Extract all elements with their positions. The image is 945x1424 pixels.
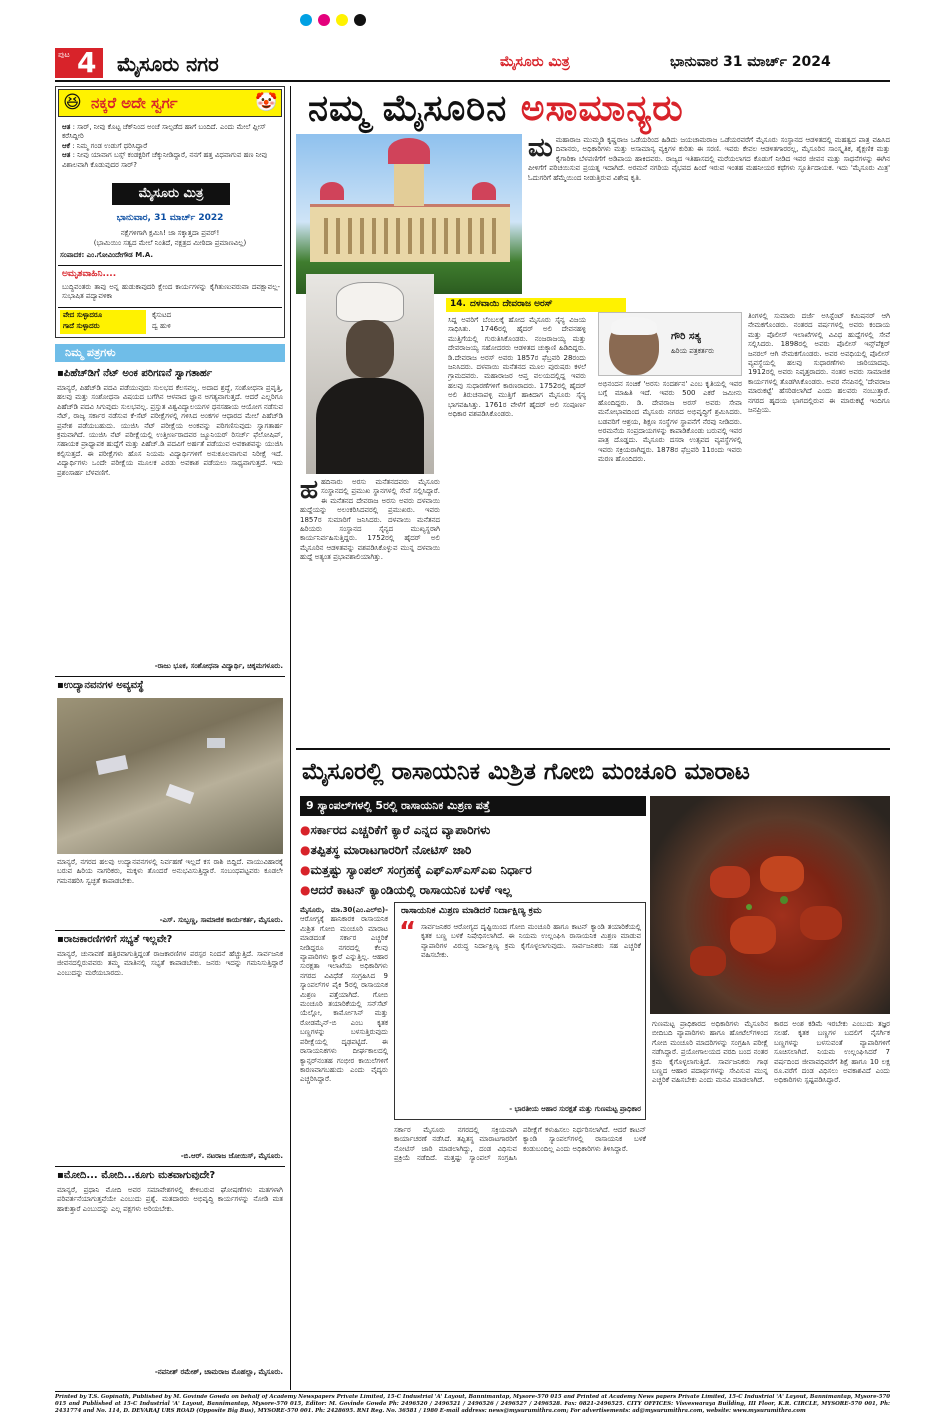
feature-col-c: ಅಭಿನಂದನ ಸಂಚಿಕೆ 'ಅರಸು ಸಂದರ್ಶನ' ಎಂಬ ಕೃತಿಯಲ್ಲಿ ಇವರ ಬಗ್ಗೆ ಮಾಹಿತಿ ಇದೆ. ಇವರು 500 ಎಕರೆ ಜಮೀನು ಹೊಂದಿದ್ದರು. ಡಿ. ದೇವರಾಜ ಅರಸ್ ಅವರು ಸೇವಾ ಮನೋಭಾವದಿಂದ ಮೈಸೂರು ನಗರದ ಅಭಿವೃದ್ಧಿಗೆ ಶ್ರಮಿಸಿದರು. ಬಡವರಿಗೆ ಆಶ್ರಯ, ಶಿಕ್ಷಣ ಸಂಸ್ಥೆಗಳ ಸ್ಥಾಪನೆಗೆ ನೆರವು ನೀಡಿದರು. ಅರಮನೆಯ ಸಂಪ್ರದಾಯಗಳನ್ನು ಕಾಪಾಡಿಕೊಂಡು ಬರುವಲ್ಲಿ ಇವರ ಪಾತ್ರ ದೊಡ್ಡದು. ಮೈಸೂರು ದಸರಾ ಉತ್ಸವದ ವ್ಯವಸ್ಥೆಗಳಲ್ಲಿ ಇವರು ಸಕ್ರಿಯರಾಗಿದ್ದರು. 1878ರ ಫೆಬ್ರವರಿ 11ರಂದು ಇವರು ಮರಣ ಹೊಂದಿದರು.	[598, 380, 742, 464]
dialogue-line: ಆತ : ನೀವು ಯಾವಾಗ ಬಸ್ಸ್ ಕಂಡಕ್ಟರಿಗೆ ಚೆಕ್ಕುನೀಡಿದ್ದಾರೆ, ನನಗೆ ಹತ್ತ ವಿಧವಾಗುವ ಹಣ ನೀವು ವಿಶಾಲವಾಗಿ ಕೊಡುವುದರ ಸಾರ್?	[62, 151, 268, 169]
dialogue-line: ಆತ : ಸಾರ್, ನೀವು ಕೊಟ್ಟ ಚೆಕ್‌ನಿಂದ ಅಂಚೆ ಸಾಲ್ಪಡೆದ ಹಾಗೆ ಬಂದಿದೆ. ಎಂದು ಮೇಲೆ ಪ್ಲೀಸ್ ಕರೆಸಿದ್ದೀರಿ	[62, 123, 266, 141]
bullet-list	[300, 820, 646, 900]
gobi-headline: ಮೈಸೂರಲ್ಲಿ ರಾಸಾಯನಿಕ ಮಿಶ್ರಿತ ಗೋಬಿ ಮಂಚೂರಿ ಮಾರಾಟ	[302, 759, 750, 785]
kicker-bar	[300, 796, 646, 816]
bullet-item: ●ಮತ್ತಷ್ಟು ಸ್ಯಾಂಪಲ್ ಸಂಗ್ರಹಕ್ಕೆ ಎಫ್‌ಎಸ್‌ಎಸ್‌ಎಐ ನಿರ್ಧಾರ	[300, 863, 532, 877]
gobi-piece	[800, 906, 842, 940]
letter-signoff: -ರಾಜು ಭೂಕ, ಸಂಶೋಧನಾ ವಿದ್ಯಾರ್ಥಿ, ಚಿಕ್ಕಮಗಳೂರು.	[154, 662, 283, 670]
nakkare-box	[55, 86, 285, 338]
palace-arches	[316, 218, 504, 254]
letter-body: ಮಾನ್ಯರೆ, ನಗರದ ಹಲವು ಉದ್ಯಾನವನಗಳಲ್ಲಿ ನಿರ್ವಹಣೆ ಇಲ್ಲದೆ ಕಸ ರಾಶಿ ಬಿದ್ದಿದೆ. ವಾಯುವಿಹಾರಕ್ಕೆ ಬರುವ ಹಿರಿಯ ನಾಗರಿಕರು, ಮಕ್ಕಳು ತೊಂದರೆ ಅನುಭವಿಸುತ್ತಿದ್ದಾರೆ. ಸಂಬಂಧಪಟ್ಟವರು ಕೂಡಲೇ ಗಮನಹರಿಸಿ ಸ್ವಚ್ಛತೆ ಕಾಪಾಡಬೇಕು.	[57, 858, 283, 885]
author-photo	[598, 312, 742, 376]
nakkare-dialogue	[62, 123, 280, 170]
mini-masthead: ಮೈಸೂರು ಮಿತ್ರ	[112, 183, 230, 205]
quote-mark: “	[399, 917, 417, 947]
subhead-title: ದಳವಾಯಿ ದೇವರಾಜ ಅರಸ್	[470, 299, 553, 309]
header-rule	[55, 80, 890, 82]
registration-dot-yellow	[336, 14, 348, 26]
feature-story	[296, 86, 890, 742]
registration-dot-black	[354, 14, 366, 26]
letter-title: ▪ಪಿಹೆಚ್‌ಡಿಗೆ ನೆಟ್ ಅಂಕ ಪರಿಗಣನೆ ಸ್ವಾಗತಾರ್ಹ	[57, 368, 213, 379]
letter-signoff: -ಎಸ್. ಸುಬ್ಬಣ್ಣ, ಸಾಮಾಜಿಕ ಕಾರ್ಯಕರ್ತ, ಮೈಸೂರು.	[159, 916, 283, 924]
divider	[55, 1166, 285, 1167]
column-rule	[290, 86, 291, 1390]
palace-dome	[472, 182, 496, 200]
litter-patch	[207, 738, 225, 748]
gobi-piece	[730, 916, 776, 954]
author-name: ಗೌರಿ ಸತ್ಯ	[671, 331, 701, 342]
nakkare-title: ನಕ್ಕರೆ ಅದೇ ಸ್ವರ್ಗ	[91, 94, 178, 112]
registration-dot-cyan	[300, 14, 312, 26]
jester-icon: 🤡	[255, 92, 278, 113]
portrait-face	[346, 320, 394, 378]
mini-date: ಭಾನುವಾರ, 31 ಮಾರ್ಚ್ 2022	[116, 213, 224, 223]
letters-section	[55, 344, 285, 1390]
letter-title: ▪ರಾಜಕಾರಣಿಗಳಿಗೆ ಸಭ್ಯತೆ ಇಲ್ಲವೇ?	[57, 934, 173, 945]
devaraj-portrait	[306, 274, 434, 474]
page-header	[55, 48, 890, 82]
drop-cap: ಮ	[528, 136, 553, 163]
letter-title: ▪ಮೋದಿ... ಮೋದಿ...ಕೂಗು ಮತವಾಗುವುದೇ?	[57, 1170, 216, 1181]
laughing-face-icon: 😆	[63, 92, 82, 113]
nakkare-banner	[58, 89, 282, 117]
divider	[55, 930, 285, 931]
page-label: ಪುಟ	[58, 50, 70, 59]
divider	[58, 265, 282, 266]
author-role: ಹಿರಿಯ ಪತ್ರಕರ್ತರು	[671, 347, 715, 355]
brand-logo: ಮೈಸೂರು ಮಿತ್ರ	[500, 54, 570, 70]
drop-cap: ಹ	[300, 478, 319, 505]
letters-title: ನಿಮ್ಮ ಪತ್ರಗಳು	[65, 346, 116, 359]
amrutha-title: ಅಮೃತವಾಹಿನಿ....	[62, 269, 117, 279]
gobi-story	[296, 748, 890, 1390]
gobi-col2: ಸರ್ಕಾರ ಮೈಸೂರು ನಗರದಲ್ಲಿ ಸಕ್ರಿಯವಾಗಿ ಕಾರ್ಯಾಚರಣೆ ನಡೆಸಿದೆ. ತಪ್ಪಿತಸ್ಥ ಮಾರಾಟಗಾರರಿಗೆ ನೋಟಿಸ್ ಜಾರಿ ಮಾಡಲಾಗಿದ್ದು, ದಂಡ ವಿಧಿಸುವ ಪ್ರಕ್ರಿಯೆ ನಡೆದಿದೆ. ಮತ್ತಷ್ಟು ಸ್ಯಾಂಪಲ್ ಸಂಗ್ರಹಿಸಿ ಪರೀಕ್ಷೆಗೆ ಕಳುಹಿಸಲು ನಿರ್ಧರಿಸಲಾಗಿದೆ. ಆದರೆ ಕಾಟನ್ ಕ್ಯಾಂಡಿ ಸ್ಯಾಂಪಲ್‌ಗಳಲ್ಲಿ ರಾಸಾಯನಿಕ ಬಳಕೆ ಕಂಡುಬಂದಿಲ್ಲ ಎಂದು ಅಧಿಕಾರಿಗಳು ತಿಳಿಸಿದ್ದಾರೆ.	[394, 1126, 646, 1163]
bullet-item: ●ಸರ್ಕಾರದ ಎಚ್ಚರಿಕೆಗೆ ಕ್ಯಾರೆ ಎನ್ನದ ವ್ಯಾಪಾರಿಗಳು	[300, 823, 491, 837]
page-number-badge	[55, 48, 103, 78]
letters-banner	[55, 344, 285, 362]
gobi-col1: ಮೈಸೂರು, ಮಾ.30(ಎಂ.ಎಲ್‌ಬಿ)- ಆರೋಗ್ಯಕ್ಕೆ ಹಾನಿಕಾರಕ ರಾಸಾಯನಿಕ ಮಿಶ್ರಿತ ಗೋಬಿ ಮಂಚೂರಿ ಮಾರಾಟ ಮಾಡದಂತೆ ಸರ್ಕಾರ ಎಚ್ಚರಿಕೆ ನೀಡಿದ್ದರೂ ನಗರದಲ್ಲಿ ಕೆಲವು ವ್ಯಾಪಾರಿಗಳು ಕ್ಯಾರೆ ಎನ್ನುತ್ತಿಲ್ಲ. ಆಹಾರ ಸುರಕ್ಷತಾ ಇಲಾಖೆಯ ಅಧಿಕಾರಿಗಳು ನಗರದ ವಿವಿಧೆಡೆ ಸಂಗ್ರಹಿಸಿದ 9 ಸ್ಯಾಂಪಲ್‌ಗಳ ಪೈಕಿ 5ರಲ್ಲಿ ರಾಸಾಯನಿಕ ಮಿಶ್ರಣ ಪತ್ತೆಯಾಗಿದೆ. ಗೋಬಿ ಮಂಚೂರಿ ತಯಾರಿಕೆಯಲ್ಲಿ ಸನ್‌ಸೆಟ್ ಯೆಲ್ಲೋ, ಕಾರ್ಮೋಸಿನ್ ಮತ್ತು ರೋಡಮೈನ್-ಬಿ ಎಂಬ ಕೃತಕ ಬಣ್ಣಗಳನ್ನು ಬಳಸುತ್ತಿರುವುದು ಪರೀಕ್ಷೆಯಲ್ಲಿ ದೃಢಪಟ್ಟಿದೆ. ಈ ರಾಸಾಯನಿಕಗಳು ದೀರ್ಘಕಾಲದಲ್ಲಿ ಕ್ಯಾನ್ಸರ್‌ನಂತಹ ಗಂಭೀರ ಕಾಯಿಲೆಗಳಿಗೆ ಕಾರಣವಾಗಬಹುದು ಎಂದು ವೈದ್ಯರು ಎಚ್ಚರಿಸಿದ್ದಾರೆ.	[300, 906, 388, 1084]
gobi-piece	[710, 866, 750, 898]
page-number: 4	[77, 46, 97, 79]
portrait-turban	[336, 282, 404, 322]
feature-col-b: ಸಿದ್ದ ಅವರಿಗೆ ಬೆಂಬಲಕ್ಕೆ ಹೋದ ಮೈಸೂರು ಸೈನ್ಯ ವಿಜಯ ಸಾಧಿಸಿತು. 1746ರಲ್ಲಿ ಹೈದರ್ ಅಲಿ ದೇವನಹಳ್ಳಿ ಮುತ್ತಿಗೆಯಲ್ಲಿ ಗುರುತಿಸಿಕೊಂಡರು. ನಂಜರಾಜಯ್ಯ ಮತ್ತು ದೇವರಾಜಯ್ಯ ಸಹೋದರರು ಆಡಳಿತದ ಚುಕ್ಕಾಣಿ ಹಿಡಿದಿದ್ದರು. ಡಿ.ದೇವರಾಜ ಅರಸ್ ಅವರು 1857ರ ಫೆಬ್ರವರಿ 28ರಂದು ಜನಿಸಿದರು. ದಳವಾಯಿ ಮನೆತನದ ಮೂಲ ಪುರುಷರು ಕಳಲೆ ಗ್ರಾಮದವರು. ಮಹಾರಾಜರ ಆಪ್ತ ವಲಯದಲ್ಲಿದ್ದ ಇವರು ಹಲವು ಸುಧಾರಣೆಗಳಿಗೆ ಕಾರಣರಾದರು. 1752ರಲ್ಲಿ ಹೈದರ್ ಅಲಿ ತಿರುಚನಾಪಳ್ಳಿ ಮುತ್ತಿಗೆ ಹಾಕಿದಾಗ ಮೈಸೂರು ಸೈನ್ಯ ಭಾಗವಹಿಸಿತ್ತು. 1761ರ ವೇಳೆಗೆ ಹೈದರ್ ಅಲಿ ಸಂಪೂರ್ಣ ಅಧಿಕಾರ ವಶಪಡಿಸಿಕೊಂಡರು.	[448, 316, 586, 419]
litter-patch	[166, 784, 195, 804]
mini-line: (ಭಾಮಿಯಿಂ ಸತ್ವದ ಮೇಲೆ ನಿಂತಿದೆ, ನಕ್ಷತ್ರದ ಮೀಠಿದಾ ಪ್ರಮಾಣವಿಲ್ಲ)	[93, 239, 247, 247]
palace-dome	[388, 138, 430, 164]
feature-col-a: ಹಹದಿನಾರು ಅರಸು ಮನೆತನದವರು ಮೈಸೂರು ಸಂಸ್ಥಾನದಲ್ಲಿ ಪ್ರಮುಖ ಸ್ಥಾನಗಳಲ್ಲಿ ಸೇವೆ ಸಲ್ಲಿಸಿದ್ದಾರೆ. ಈ ಮನೆತನದ ದೇವರಾಜ ಅರಸು ಅವರು ದಳವಾಯಿ ಹುದ್ದೆಯನ್ನು ಅಲಂಕರಿಸಿದವರಲ್ಲಿ ಪ್ರಮುಖರು. ಇವರು 1857ರ ಸುಮಾರಿಗೆ ಜನಿಸಿದರು. ದಳವಾಯಿ ಮನೆತನದ ಹಿರಿಯರು ಸಂಸ್ಥಾನದ ಸೈನ್ಯದ ಮುಖ್ಯಸ್ಥರಾಗಿ ಕಾರ್ಯನಿರ್ವಹಿಸುತ್ತಿದ್ದರು. 1752ರಲ್ಲಿ ಹೈದರ್ ಅಲಿ ಮೈಸೂರಿನ ಆಡಳಿತವನ್ನು ವಶಪಡಿಸಿಕೊಳ್ಳುವ ಮುನ್ನ ದಳವಾಯಿ ಹುದ್ದೆ ಅತ್ಯಂತ ಪ್ರಭಾವಶಾಲಿಯಾಗಿತ್ತು.	[300, 478, 440, 562]
garnish	[746, 904, 752, 910]
bullet-item: ●ಆದರೆ ಕಾಟನ್ ಕ್ಯಾಂಡಿಯಲ್ಲಿ ರಾಸಾಯನಿಕ ಬಳಕೆ ಇಲ್ಲ	[300, 883, 512, 897]
divider	[58, 307, 282, 308]
subhead-bar	[446, 298, 626, 312]
footer-imprint: Printed by T.S. Gopinath, Published by M. Govinde Gowda on behalf of Academy Newspapers Private Limited, 15-C Industrial 'A' Layout, Bannimantap, Mysore-570 015 and Printed at Academy News papers Private Limited, 15-C Industrial 'A' Layout, Bannimantap, Mysore-570 015 and Published at 15-C Industrial 'A' Layout, Bannimantap, Mysore-570 015, Editor: M. Govinde Gowda Ph: 2496520 / 2496521 / 2496526 / 2496527 / 2496528. Fax: 0821-2496525. CITY OFFICES: Visveswaraya Building, III Floor, K.R. CIRCLE, MYSORE-570 001, Ph: 2431774 and No. 114, D. DEVARAJ URS ROAD (Opposite Big Bus), MYSORE-570 001. Ph: 2428695. RNI Reg. No. 36581 / 1980 E-mail address: news@mysurumithra.com; For advertisements: ad@mysurumithra.com, website: www.mysurumithra.com	[55, 1394, 890, 1414]
litter-patch	[96, 755, 128, 775]
quote-sign: - ಭಾರತೀಯ ಆಹಾರ ಸುರಕ್ಷತೆ ಮತ್ತು ಗುಣಮಟ್ಟ ಪ್ರಾಧಿಕಾರ	[509, 1105, 641, 1113]
park-photo	[57, 698, 283, 854]
mini-editor: ಸಂಪಾದಕ: ಎಂ.ಗೋವಿಂದೇಗೌಡ M.A.	[60, 251, 154, 259]
gobi-piece	[760, 856, 804, 892]
garnish	[780, 896, 788, 904]
letter-body: ಮಾನ್ಯರೆ, ಪ್ರಧಾನಿ ಮೋದಿ ಅವರ ಸಮಾವೇಶಗಳಲ್ಲಿ ಕೇಳಿಬರುವ ಘೋಷಣೆಗಳು ಮತಗಳಾಗಿ ಪರಿವರ್ತನೆಯಾಗುತ್ತವೆಯೇ ಎಂಬುದು ಪ್ರಶ್ನೆ. ಮತದಾರರು ಅಭಿವೃದ್ಧಿ ಕಾರ್ಯಗಳನ್ನು ನೋಡಿ ಮತ ಹಾಕುತ್ತಾರೆ ಎಂಬುದನ್ನು ಎಲ್ಲ ಪಕ್ಷಗಳು ಅರಿಯಬೇಕು.	[57, 1186, 283, 1213]
divider	[55, 676, 285, 677]
quote-box	[394, 902, 646, 1120]
letter-title: ▪ಉದ್ಯಾನವನಗಳ ಅವ್ಯವಸ್ಥೆ	[57, 680, 144, 691]
registration-dot-magenta	[318, 14, 330, 26]
letter-signoff: -ಬಿ.ಆರ್. ನಟರಾಜ ಜೋಯಿಸ್, ಮೈಸೂರು.	[180, 1152, 283, 1160]
veda-proverb-right: ಕೈಸುಟದ ದ್ವ ಹುಳಿ	[152, 311, 172, 330]
series-number: 14.	[450, 299, 466, 309]
quote-box-title: ರಾಸಾಯನಿಕ ಮಿಶ್ರಣ ಮಾಡಿದರೆ ನಿರ್ದಾಕ್ಷಿಣ್ಯ ಕ್ರಮ	[401, 906, 542, 916]
gobi-col4: ಕಾರದ ಅಂಶ ಕಡಿಮೆ ಇರಬೇಕು ಎಂಬುದು ತಜ್ಞರ ಸಲಹೆ. ಕೃತಕ ಬಣ್ಣಗಳ ಬದಲಿಗೆ ನೈಸರ್ಗಿಕ ಬಣ್ಣಗಳನ್ನು ಬಳಸುವಂತೆ ವ್ಯಾಪಾರಿಗಳಿಗೆ ಸೂಚಿಸಲಾಗಿದೆ. ನಿಯಮ ಉಲ್ಲಂಘಿಸಿದರೆ 7 ವರ್ಷದಿಂದ ಜೀವಾವಧಿವರೆಗೆ ಶಿಕ್ಷೆ ಹಾಗೂ 10 ಲಕ್ಷ ರೂ.ವರೆಗೆ ದಂಡ ವಿಧಿಸಲು ಅವಕಾಶವಿದೆ ಎಂದು ಅಧಿಕಾರಿಗಳು ಸ್ಪಷ್ಟಪಡಿಸಿದ್ದಾರೆ.	[774, 1020, 890, 1085]
palace-photo	[296, 134, 522, 294]
quote-text: ಸಾರ್ವಜನಿಕರ ಆರೋಗ್ಯದ ದೃಷ್ಟಿಯಿಂದ ಗೋಬಿ ಮಂಚೂರಿ ಹಾಗೂ ಕಾಟನ್ ಕ್ಯಾಂಡಿ ತಯಾರಿಕೆಯಲ್ಲಿ ಕೃತಕ ಬಣ್ಣ ಬಳಕೆ ನಿಷೇಧಿಸಲಾಗಿದೆ. ಈ ನಿಯಮ ಉಲ್ಲಂಘಿಸಿ ರಾಸಾಯನಿಕ ಮಿಶ್ರಣ ಮಾಡುವ ವ್ಯಾಪಾರಿಗಳ ವಿರುದ್ಧ ನಿರ್ದಾಕ್ಷಿಣ್ಯ ಕ್ರಮ ಕೈಗೊಳ್ಳಲಾಗುವುದು. ಸಾರ್ವಜನಿಕರು ಸಹ ಎಚ್ಚರಿಕೆ ವಹಿಸಬೇಕು.	[421, 923, 641, 960]
gobi-manchuri-photo	[650, 796, 890, 1014]
kicker: 9 ಸ್ಯಾಂಪಲ್‌ಗಳಲ್ಲಿ 5ರಲ್ಲಿ ರಾಸಾಯನಿಕ ಮಿಶ್ರಣ ಪತ್ತೆ	[306, 799, 491, 812]
dialogue-line: ಆಕೆ : ನಿಮ್ಮ ಗಂಡ ಉಡುಗೆ ಧರಿಸಿದ್ದಾರೆ	[62, 141, 148, 150]
palace-dome	[320, 182, 344, 200]
gobi-piece	[690, 946, 726, 976]
header-date: ಭಾನುವಾರ 31 ಮಾರ್ಚ್ 2024	[670, 54, 831, 70]
feature-headline: ನಮ್ಮ ಮೈಸೂರಿನ ಅಸಾಮಾನ್ಯರು	[308, 88, 684, 129]
footer-rule	[55, 1391, 890, 1392]
gobi-col3: ಗುಣಮಟ್ಟ ಪ್ರಾಧಿಕಾರದ ಅಧಿಕಾರಿಗಳು ಮೈಸೂರಿನ ಬೀದಿಬದಿ ವ್ಯಾಪಾರಿಗಳು ಹಾಗೂ ಹೋಟೆಲ್‌ಗಳಿಂದ ಗೋಬಿ ಮಂಚೂರಿ ಮಾದರಿಗಳನ್ನು ಸಂಗ್ರಹಿಸಿ ಪರೀಕ್ಷೆ ನಡೆಸಿದ್ದಾರೆ. ಪ್ರಯೋಗಾಲಯದ ವರದಿ ಬಂದ ನಂತರ ಕ್ರಮ ಕೈಗೊಳ್ಳಲಾಗುತ್ತಿದೆ. ಸಾರ್ವಜನಿಕರು ಗಾಢ ಬಣ್ಣದ ಆಹಾರ ಪದಾರ್ಥಗಳನ್ನು ಸೇವಿಸುವ ಮುನ್ನ ಎಚ್ಚರಿಕೆ ವಹಿಸಬೇಕು ಎಂದು ಮನವಿ ಮಾಡಲಾಗಿದೆ.	[652, 1020, 768, 1085]
amrutha-text: ಬುದ್ಧಿವಂತರು ತಾವು ಅನ್ನ ಹುಡುಕಾವುದರಿ ಕ್ಷೇಂದ ಕಾರ್ಯಗಳನ್ನು ಕೈಗಿತುಣುವರುವಾ ದವಕ್ಷಾವಲ್ಲ-ಸುಭಾಷಿತ ಪದ್ಯಾವಳಿಕಾ	[62, 283, 280, 301]
feature-col-d: ತಿಂಗಳಲ್ಲಿ ಸುಮಾರು ದರ್ಜೆ ಅಸಿಸ್ಟೆಂಟ್ ಕಮಿಷನರ್ ಆಗಿ ನೇಮಕಗೊಂಡರು. ನಂತರದ ವರ್ಷಗಳಲ್ಲಿ ಅವರು ಕಂದಾಯ ಮತ್ತು ಪೊಲೀಸ್ ಇಲಾಖೆಗಳಲ್ಲಿ ವಿವಿಧ ಹುದ್ದೆಗಳಲ್ಲಿ ಸೇವೆ ಸಲ್ಲಿಸಿದರು. 1898ರಲ್ಲಿ ಅವರು ಪೊಲೀಸ್ ಇನ್ಸ್‌ಪೆಕ್ಟರ್ ಜನರಲ್ ಆಗಿ ನೇಮಕಗೊಂಡರು. ಅವರ ಅವಧಿಯಲ್ಲಿ ಪೊಲೀಸ್ ವ್ಯವಸ್ಥೆಯಲ್ಲಿ ಹಲವು ಸುಧಾರಣೆಗಳು ಜಾರಿಯಾದವು. 1912ರಲ್ಲಿ ಅವರು ನಿವೃತ್ತರಾದರು. ನಂತರ ಅವರು ಸಾಮಾಜಿಕ ಕಾರ್ಯಗಳಲ್ಲಿ ತೊಡಗಿಸಿಕೊಂಡರು. ಅವರ ನೆನಪಿನಲ್ಲಿ 'ದೇವರಾಜ ಮಾರುಕಟ್ಟೆ' ಹೆಸರಿಡಲಾಗಿದೆ ಎಂದು ಹಲವರು ನಂಬುತ್ತಾರೆ. ನಗರದ ಹೃದಯ ಭಾಗದಲ್ಲಿರುವ ಈ ಮಾರುಕಟ್ಟೆ ಇಂದಿಗೂ ಜನಪ್ರಿಯ.	[748, 312, 890, 415]
bullet-item: ●ತಪ್ಪಿತಸ್ಥ ಮಾರಾಟಗಾರರಿಗೆ ನೋಟಿಸ್ ಜಾರಿ	[300, 843, 472, 857]
portrait-coat	[316, 378, 424, 474]
letter-signoff: -ನವನೀತ್ ರಮೇಶ್, ಚಾಮರಾಜ ಮೊಹಲ್ಲಾ, ಮೈಸೂರು.	[154, 1368, 283, 1376]
section-title: ಮೈಸೂರು ನಗರ	[117, 52, 219, 76]
story-rule	[296, 748, 890, 750]
mini-line: ನಕ್ಷೆಗಳಿಗಾಗಿ ಕ್ಷಮಿಸಿ! ಜಾ ಸಕ್ಕಾತ್ತದಾ ಪ್ರವರ್!	[120, 229, 220, 237]
feature-intro: ಮಮಹಾರಾಜ ಮುಮ್ಮಡಿ ಕೃಷ್ಣರಾಜ ಒಡೆಯರಿಂದ ಹಿಡಿದು ಜಯಚಾಮರಾಜ ಒಡೆಯರವರೆಗೆ ಮೈಸೂರು ಸಂಸ್ಥಾನದ ಆಡಳಿತದಲ್ಲಿ ಮಹತ್ವದ ಪಾತ್ರ ವಹಿಸಿದ ದಿವಾನರು, ಅಧಿಕಾರಿಗಳು ಮತ್ತು ಅಸಾಮಾನ್ಯ ವ್ಯಕ್ತಿಗಳ ಕುರಿತು ಈ ಸರಣಿ. ಇವರು ಕೇವಲ ಆಡಳಿತಗಾರರಲ್ಲ, ಮೈಸೂರಿನ ಸಾಂಸ್ಕೃತಿಕ, ಶೈಕ್ಷಣಿಕ ಮತ್ತು ಕೈಗಾರಿಕಾ ಬೆಳವಣಿಗೆಗೆ ಅಡಿಪಾಯ ಹಾಕಿದವರು. ರಾಜ್ಯದ ಇತಿಹಾಸದಲ್ಲಿ ಮರೆಯಲಾಗದ ಕೊಡುಗೆ ನೀಡಿದ ಇವರ ಜೀವನ ಮತ್ತು ಸಾಧನೆಗಳನ್ನು ಈಗಿನ ಪೀಳಿಗೆಗೆ ಪರಿಚಯಿಸುವ ಪ್ರಯತ್ನ ಇದಾಗಿದೆ. ಅರಮನೆ ನಗರಿಯ ವೈಭವದ ಹಿಂದೆ ಇರುವ ಇಂತಹ ಮಹನೀಯರ ಕಥೆಗಳು ಸ್ಫೂರ್ತಿದಾಯಕ. ಇದು 'ಮೈಸೂರು ಮಿತ್ರ' ಓದುಗರಿಗೆ ಹೆಮ್ಮೆಯಿಂದ ನೀಡುತ್ತಿರುವ ವಿಶೇಷ ಕೃತಿ.	[528, 136, 890, 182]
veda-proverb-left: ವೇದ ಸುಳ್ಳಾದರೂ ಗಾದೆ ಸುಳ್ಳಾದರು	[60, 310, 146, 334]
letter-body: ಮಾನ್ಯರೆ, ಪಿಹೆಚ್‌ಡಿ ಪದವಿ ಪಡೆಯುವುದು ಸುಲಭದ ಕೆಲಸವಲ್ಲ. ಅದಾದ ಶ್ರದ್ಧೆ, ಸಂಶೋಧನಾ ಪ್ರವೃತ್ತಿ, ಹಲವು ಮತ್ತು ಸಂಶೋಧನಾ ವಿಷಯದ ಬಗೆಗಿನ ಆಳವಾದ ಜ್ಞಾನ ಅಗತ್ಯವಾಗುತ್ತದೆ. ಆದರೆ ಎಲ್ಲರಿಗೂ ಪಿಹೆಚ್‌ಡಿ ಪದವಿ ಸಿಗುವುದು ಸುಲಭವಲ್ಲ. ಪ್ರಸ್ತುತ ವಿಶ್ವವಿದ್ಯಾಲಯಗಳ ಧನಸಹಾಯ ಆಯೋಗ ನಡೆಸುವ ನೆಟ್, ರಾಜ್ಯ ಸರ್ಕಾರ ನಡೆಸುವ ಕೆ-ಸೆಟ್ ಪರೀಕ್ಷೆಗಳಲ್ಲಿ ಗಳಿಸಿದ ಅಂಕಗಳ ಆಧಾರದ ಮೇಲೆ ಪಿಹೆಚ್‌ಡಿ ಪ್ರವೇಶ ಪಡೆಯಬಹುದು. ಯುಜಿಸಿ ನೆಟ್ ಪರೀಕ್ಷೆಯ ಅಂಕವನ್ನು ಪರಿಗಣಿಸುವುದು ಸ್ವಾಗತಾರ್ಹ ಕ್ರಮವಾಗಿದೆ. ಯುಜಿಸಿ ನೆಟ್ ಪರೀಕ್ಷೆಯಲ್ಲಿ ಉತ್ತೀರ್ಣರಾದವರ ಜ್ಯೂನಿಯರ್ ರಿಸರ್ಚ್ ಫೆಲೋಷಿಪ್, ಸಹಾಯಕ ಪ್ರಾಧ್ಯಾಪಕ ಹುದ್ದೆಗೆ ಮತ್ತು ಪಿಹೆಚ್.ಡಿ ಪದವಿಗೆ ಅರ್ಹತೆ ಪಡೆಯುವ ಅವಕಾಶವನ್ನು ಯುಜಿಸಿ ಕಲ್ಪಿಸುತ್ತದೆ. ಈ ಪರೀಕ್ಷೆಗಳು ಹೊಸ ನಿಯಮ ವಿದ್ಯಾರ್ಥಿಗಳಿಗೆ ಅನುಕೂಲವಾಗುವ ನಿರೀಕ್ಷೆ ಇದೆ. ವಿದ್ಯಾರ್ಥಿಗಳು ಒಂದೇ ಪರೀಕ್ಷೆಯ ಮೂಲಕ ಎರಡು ಅವಕಾಶ ಪಡೆಯಲು ಸಾಧ್ಯವಾಗುತ್ತದೆ. ಇದು ಪ್ರಶಂಸಾರ್ಹ ಬೆಳವಣಿಗೆ.	[57, 384, 283, 477]
letter-body: ಮಾನ್ಯರೆ, ಚುನಾವಣೆ ಹತ್ತಿರವಾಗುತ್ತಿದ್ದಂತೆ ರಾಜಕಾರಣಿಗಳ ಪರಸ್ಪರ ನಿಂದನೆ ಹೆಚ್ಚುತ್ತಿದೆ. ಸಾರ್ವಜನಿಕ ಜೀವನದಲ್ಲಿರುವವರು ತಮ್ಮ ಮಾತಿನಲ್ಲಿ ಸಭ್ಯತೆ ಕಾಪಾಡಬೇಕು. ಜನರು ಇದನ್ನು ಗಮನಿಸುತ್ತಿದ್ದಾರೆ ಎಂಬುದನ್ನು ಮರೆಯಬಾರದು.	[57, 950, 283, 977]
author-hair	[611, 317, 657, 335]
